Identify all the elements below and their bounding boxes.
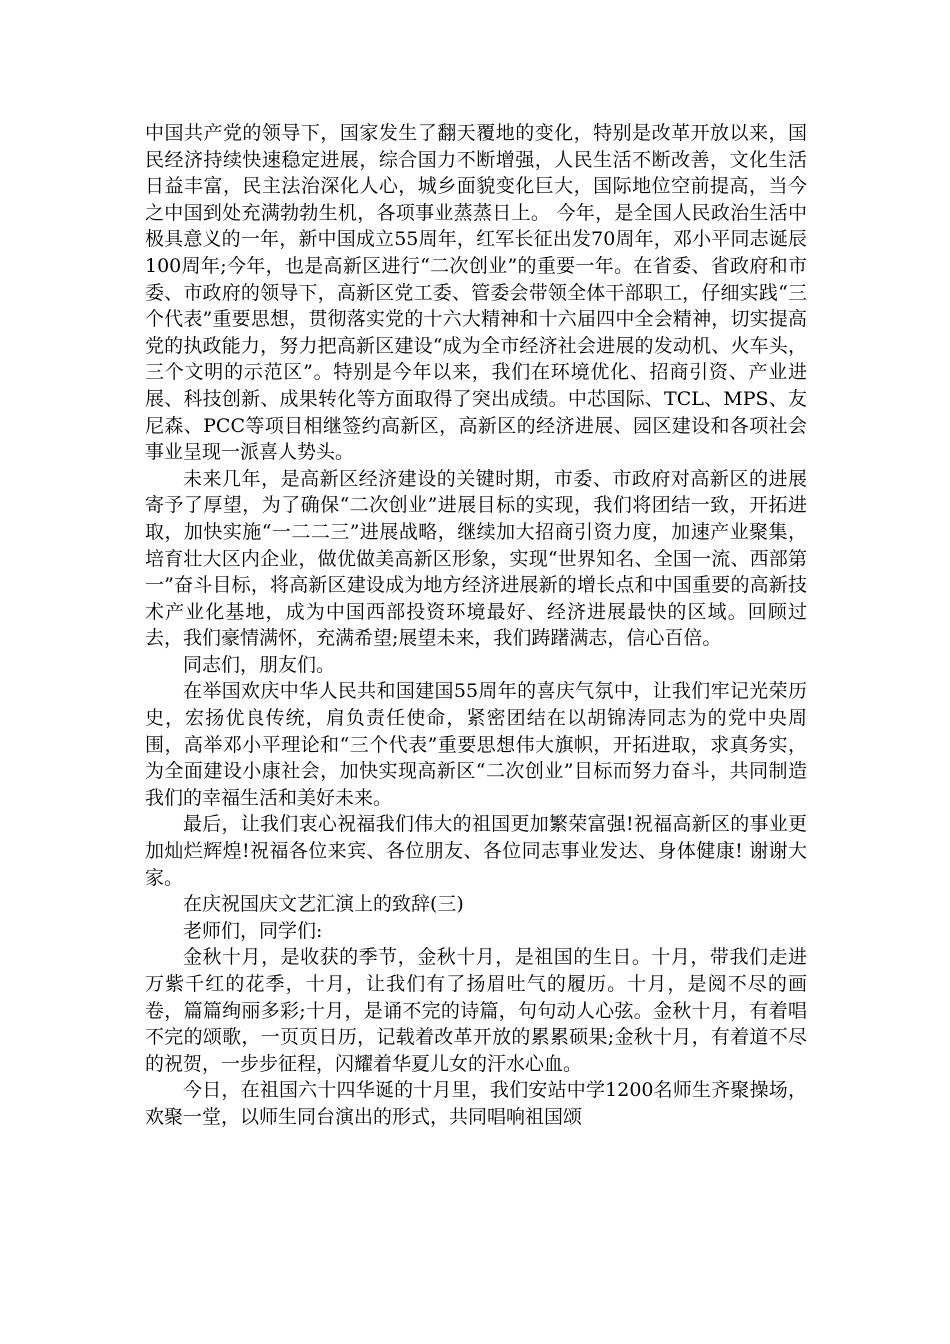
paragraph-1: 中国共产党的领导下，国家发生了翻天覆地的变化，特别是改革开放以来，国民经济持续快速稳定进展，综合国力不断增强，人民生活不断改善，文化生活日益丰富，民主法治深化人心，城乡面貌变化巨大，国际地位空前提高，当今之中国到处充满勃勃生机，各项事业蒸蒸日上。 今年，是全国人民政治生活中极具意义的一年，新中国成立55周年，红军长征出发70周年，邓小平同志诞辰100周年;今年，也是高新区进行“二次创业”的重要一年。在省委、省政府和市委、市政府的领导下，高新区党工委、管委会带领全体干部职工，仔细实践“三个代表”重要思想，贯彻落实党的十六大精神和十六届四中全会精神，切实提高党的执政能力，努力把高新区建设“成为全市经济社会进展的发动机、火车头，三个文明的示范区”。特别是今年以来，我们在环境优化、招商引资、产业进展、科技创新、成果转化等方面取得了突出成绩。中芯国际、TCL、MPS、友尼森、PCC等项目相继签约高新区，高新区的经济进展、园区建设和各项社会事业呈现一派喜人势头。: [145, 122, 807, 464]
paragraph-2: 未来几年，是高新区经济建设的关键时期，市委、市政府对高新区的进展寄予了厚望，为了确保“二次创业”进展目标的实现，我们将团结一致，开拓进取，加快实施“一二二三”进展战略，继续加大招商引资力度，加速产业聚集，培育壮大区内企业，做优做美高新区形象，实现“世界知名、全国一流、西部第一”奋斗目标，将高新区建设成为地方经济进展新的增长点和中国重要的高新技术产业化基地，成为中国西部投资环境最好、经济进展最快的区域。回顾过去，我们豪情满怀，充满希望;展望未来，我们踌躇满志，信心百倍。: [145, 467, 807, 650]
section-title: 在庆祝国庆文艺汇演上的致辞(三): [183, 893, 464, 916]
paragraph-4: 在举国欢庆中华人民共和国建国55周年的喜庆气氛中，让我们牢记光荣历史，宏扬优良传统，肩负责任使命，紧密团结在以胡锦涛同志为的党中央周围，高举邓小平理论和“三个代表”重要思想伟大旗帜，开拓进取，求真务实，为全面建设小康社会，加快实现高新区“二次创业”目标而努力奋斗，共同制造我们的幸福生活和美好未来。: [145, 680, 807, 809]
paragraph-salutation: 老师们，同学们:: [183, 919, 323, 942]
paragraph-greeting: 同志们，朋友们。: [183, 653, 336, 676]
paragraph-8: 金秋十月，是收获的季节，金秋十月，是祖国的生日。十月，带我们走进万紫千红的花季，十月，让我们有了扬眉吐气的履历。十月，是阅不尽的画卷，篇篇绚丽多彩;十月，是诵不完的诗篇，句句动人心弦。金秋十月，有着唱不完的颂歌，一页页日历，记载着改革开放的累累硕果;金秋十月，有着道不尽的祝贺，一步步征程，闪耀着华夏儿女的汗水心血。: [145, 946, 807, 1075]
document-body: [145, 120, 807, 1131]
paragraph-9: 今日，在祖国六十四华诞的十月里，我们安站中学1200名师生齐聚操场，欢聚一堂，以师生同台演出的形式，共同唱响祖国颂: [145, 1079, 807, 1128]
paragraph-closing: 最后，让我们衷心祝福我们伟大的祖国更加繁荣富强!祝福高新区的事业更加灿烂辉煌!祝福各位来宾、各位朋友、各位同志事业发达、身体健康! 谢谢大家。: [145, 813, 807, 889]
